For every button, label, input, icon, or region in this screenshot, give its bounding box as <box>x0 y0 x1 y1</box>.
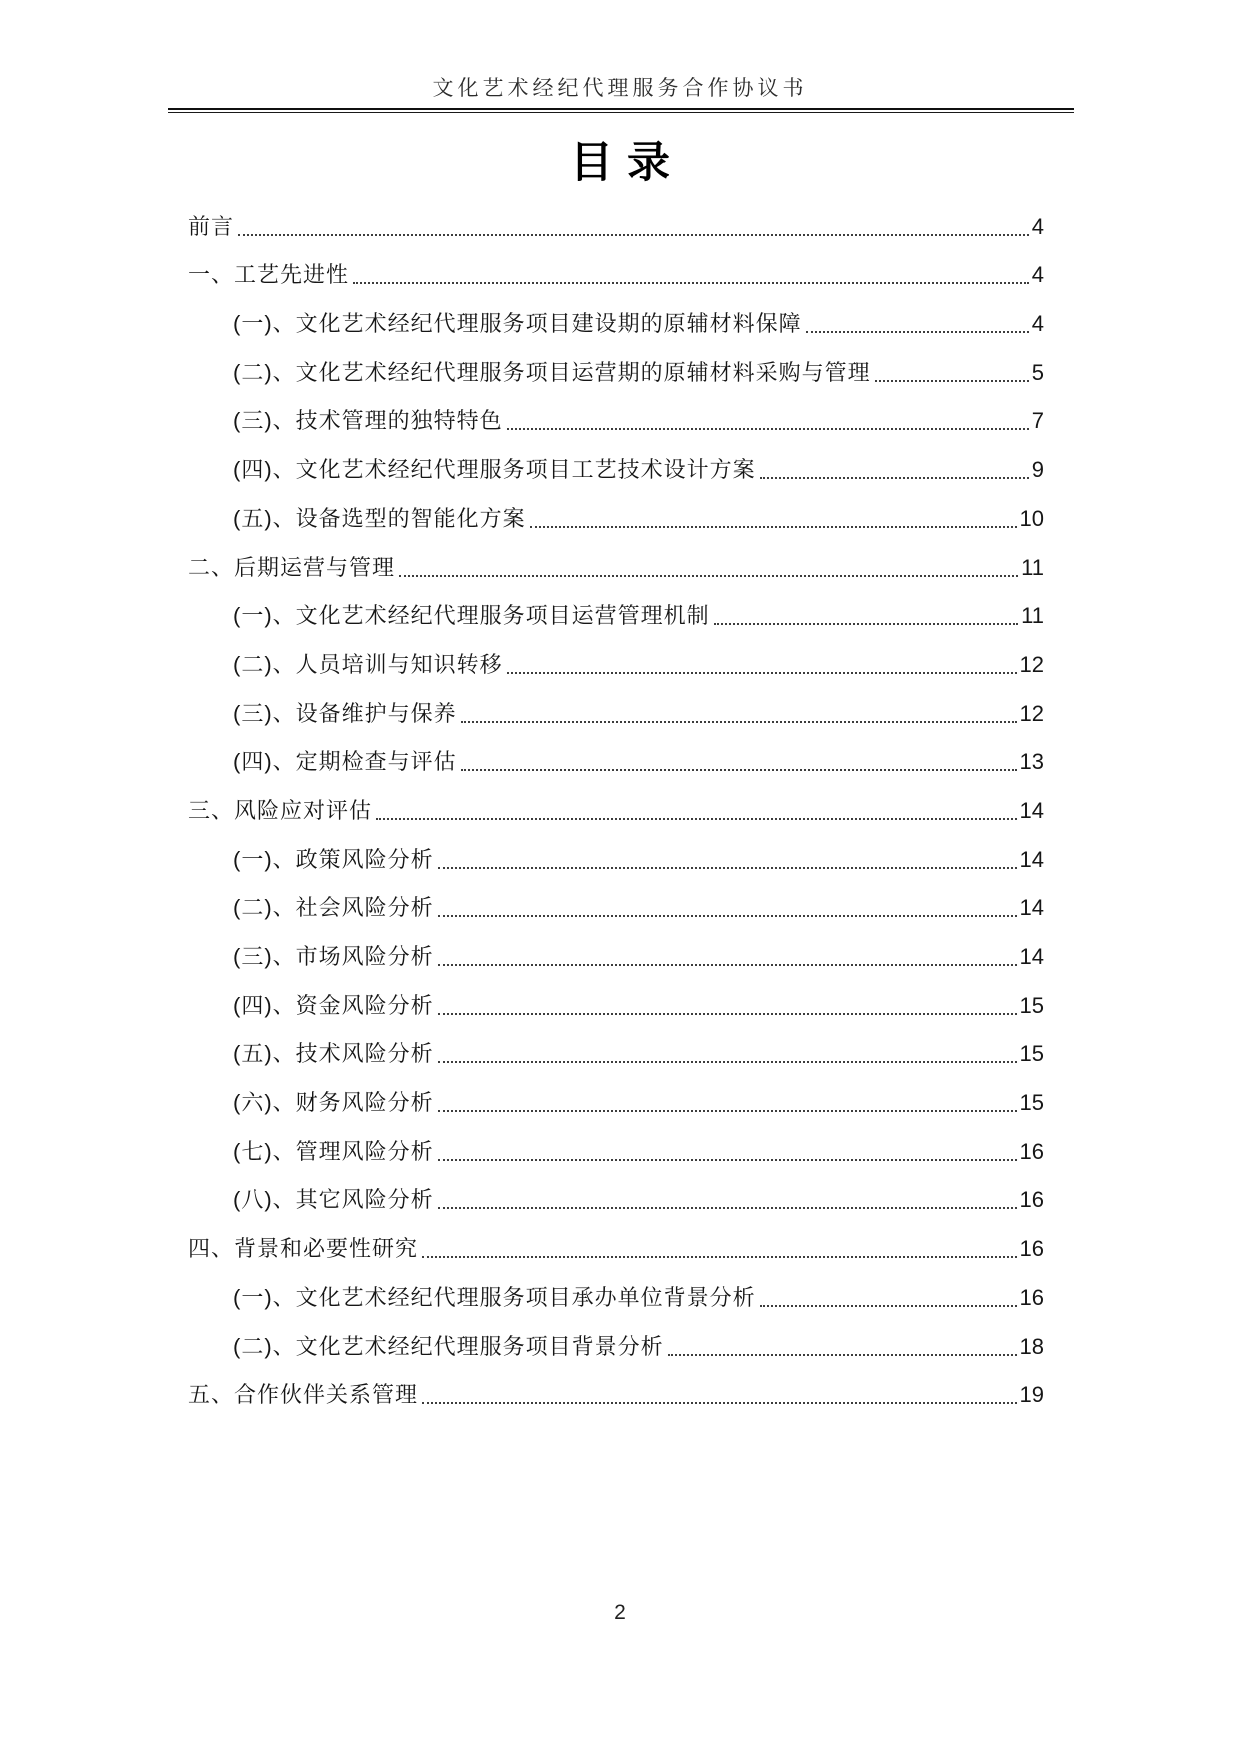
toc-entry[interactable] <box>188 1019 1044 1068</box>
toc-entry-label: (四)、定期检查与评估 <box>233 749 457 775</box>
toc-list <box>188 191 1044 1408</box>
toc-entry-label: (二)、社会风险分析 <box>233 895 434 921</box>
toc-entry-label: (一)、文化艺术经纪代理服务项目建设期的原辅材料保障 <box>233 311 802 337</box>
dot-leader <box>530 526 1017 528</box>
toc-entry-label: (五)、设备选型的智能化方案 <box>233 505 526 531</box>
toc-entry-page: 16 <box>1019 1284 1044 1310</box>
toc-entry-label: (三)、技术管理的独特特色 <box>233 408 503 434</box>
toc-entry[interactable] <box>188 337 1044 386</box>
header-rule-thick-line <box>168 108 1074 110</box>
toc-entry-page: 4 <box>1031 311 1044 337</box>
header-title: 文化艺术经纪代理服务合作协议书 <box>432 77 808 100</box>
toc-entry[interactable] <box>188 873 1044 922</box>
toc-entry[interactable] <box>188 727 1044 776</box>
toc-entry[interactable] <box>188 288 1044 337</box>
toc-entry-page: 4 <box>1031 213 1044 239</box>
page-footer <box>0 1601 1240 1625</box>
toc-entry-label: 四、背景和必要性研究 <box>188 1236 419 1262</box>
toc-entry-page: 16 <box>1019 1236 1044 1262</box>
page-number: 2 <box>614 1601 626 1624</box>
toc-entry[interactable] <box>188 386 1044 435</box>
toc-entry-label: 前言 <box>188 213 235 239</box>
toc-entry-label: 五、合作伙伴关系管理 <box>188 1382 419 1408</box>
toc-entry[interactable] <box>188 191 1044 240</box>
toc-entry[interactable] <box>188 678 1044 727</box>
toc-entry-label: (三)、设备维护与保养 <box>233 700 457 726</box>
dot-leader <box>760 477 1029 479</box>
toc-entry-label: (七)、管理风险分析 <box>233 1138 434 1164</box>
dot-leader <box>422 1256 1017 1258</box>
toc-entry[interactable] <box>188 1067 1044 1116</box>
toc-entry-label: (三)、市场风险分析 <box>233 944 434 969</box>
dot-leader <box>438 964 1017 966</box>
toc-entry-page: 4 <box>1031 262 1044 288</box>
toc-entry[interactable] <box>188 434 1044 483</box>
dot-leader <box>353 282 1029 284</box>
toc-entry[interactable] <box>188 581 1044 630</box>
dot-leader <box>438 1110 1017 1112</box>
toc-entry-label: (二)、人员培训与知识转移 <box>233 651 503 677</box>
toc-entry-label: (二)、文化艺术经纪代理服务项目运营期的原辅材料采购与管理 <box>233 359 871 385</box>
dot-leader <box>438 915 1017 917</box>
toc-entry-label: 三、风险应对评估 <box>188 797 373 823</box>
dot-leader <box>438 1013 1017 1015</box>
toc-entry-page: 16 <box>1019 1138 1044 1164</box>
toc-entry-label: (四)、文化艺术经纪代理服务项目工艺技术设计方案 <box>233 457 756 483</box>
dot-leader <box>399 575 1018 577</box>
toc-entry-label: (五)、技术风险分析 <box>233 1041 434 1067</box>
toc-entry-page: 15 <box>1019 1090 1044 1116</box>
dot-leader <box>714 623 1019 625</box>
toc-entry-page: 18 <box>1019 1333 1044 1359</box>
toc-entry-page: 13 <box>1019 749 1044 775</box>
toc-entry-page: 19 <box>1019 1382 1044 1408</box>
toc-entry-page: 10 <box>1019 505 1044 531</box>
dot-leader <box>760 1305 1017 1307</box>
toc-entry[interactable] <box>188 921 1044 970</box>
toc-entry-page: 11 <box>1021 603 1044 629</box>
dot-leader <box>438 1207 1017 1209</box>
toc-entry[interactable] <box>188 775 1044 824</box>
toc-entry-page: 12 <box>1019 700 1044 726</box>
dot-leader <box>438 867 1017 869</box>
dot-leader <box>461 721 1017 723</box>
toc-entry-label: (二)、文化艺术经纪代理服务项目背景分析 <box>233 1333 664 1359</box>
toc-entry[interactable] <box>188 1311 1044 1360</box>
dot-leader <box>238 234 1029 236</box>
dot-leader <box>806 331 1029 333</box>
toc-entry[interactable] <box>188 970 1044 1019</box>
toc-entry[interactable] <box>188 1116 1044 1165</box>
toc-entry-label: (六)、财务风险分析 <box>233 1090 434 1116</box>
toc-entry[interactable] <box>188 824 1044 873</box>
dot-leader <box>438 1159 1017 1161</box>
toc-entry[interactable] <box>188 1262 1044 1311</box>
toc-entry-label: 一、工艺先进性 <box>188 262 350 288</box>
dot-leader <box>461 769 1017 771</box>
toc-entry-label: (一)、政策风险分析 <box>233 846 434 872</box>
toc-entry-page: 9 <box>1031 457 1044 483</box>
toc-entry-page: 14 <box>1019 944 1044 969</box>
toc-entry[interactable] <box>188 532 1044 581</box>
toc-entry-page: 14 <box>1019 846 1044 872</box>
dot-leader <box>507 428 1029 430</box>
toc-entry-page: 5 <box>1031 359 1044 385</box>
toc-entry[interactable] <box>188 1360 1044 1409</box>
toc-title: 目录 <box>570 139 684 187</box>
toc-entry-page: 14 <box>1019 895 1044 921</box>
toc-entry-label: (八)、其它风险分析 <box>233 1187 434 1213</box>
toc-entry[interactable] <box>188 1165 1044 1214</box>
dot-leader <box>422 1402 1017 1404</box>
header-rule <box>168 108 1074 113</box>
dot-leader <box>376 818 1017 820</box>
toc-entry-page: 16 <box>1019 1187 1044 1213</box>
dot-leader <box>875 380 1029 382</box>
toc-entry-page: 11 <box>1021 554 1044 580</box>
toc-entry-page: 14 <box>1019 797 1044 823</box>
toc-entry-label: (四)、资金风险分析 <box>233 992 434 1018</box>
toc-entry-page: 7 <box>1031 408 1044 434</box>
toc-entry-label: 二、后期运营与管理 <box>188 554 396 580</box>
toc-entry[interactable] <box>188 1213 1044 1262</box>
toc-entry-label: (一)、文化艺术经纪代理服务项目承办单位背景分析 <box>233 1284 756 1310</box>
toc-entry[interactable] <box>188 629 1044 678</box>
toc-entry[interactable] <box>188 240 1044 289</box>
dot-leader <box>438 1061 1017 1063</box>
toc-entry-page: 15 <box>1019 1041 1044 1067</box>
toc-entry-page: 12 <box>1019 651 1044 677</box>
page-header <box>0 0 1240 113</box>
dot-leader <box>668 1354 1017 1356</box>
header-rule-thin-line <box>168 112 1074 113</box>
toc-entry-page: 15 <box>1019 992 1044 1018</box>
toc-entry[interactable] <box>188 483 1044 532</box>
toc-entry-label: (一)、文化艺术经纪代理服务项目运营管理机制 <box>233 603 710 629</box>
dot-leader <box>507 672 1017 674</box>
